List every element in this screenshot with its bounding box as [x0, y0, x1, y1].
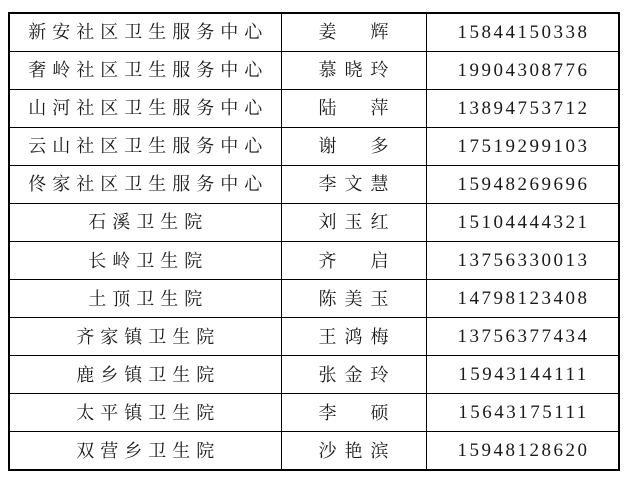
table-row	[9, 394, 619, 432]
table-row	[9, 51, 619, 89]
table-row	[9, 318, 619, 356]
org-cell: 太平镇卫生院	[9, 394, 281, 432]
org-cell: 土顶卫生院	[9, 280, 281, 318]
name-cell: 李 硕	[281, 394, 426, 432]
org-cell: 石溪卫生院	[9, 203, 281, 241]
org-cell: 双营乡卫生院	[9, 432, 281, 470]
org-cell: 鹿乡镇卫生院	[9, 356, 281, 394]
org-cell: 长岭卫生院	[9, 241, 281, 279]
name-cell: 李文慧	[281, 165, 426, 203]
phone-cell: 15948128620	[426, 432, 619, 470]
phone-cell: 15844150338	[426, 13, 619, 51]
phone-cell: 13894753712	[426, 89, 619, 127]
org-cell: 奢岭社区卫生服务中心	[9, 51, 281, 89]
name-cell: 沙艳滨	[281, 432, 426, 470]
name-cell: 刘玉红	[281, 203, 426, 241]
org-cell: 新安社区卫生服务中心	[9, 13, 281, 51]
table-row	[9, 356, 619, 394]
name-cell: 王鸿梅	[281, 318, 426, 356]
name-cell: 陈美玉	[281, 280, 426, 318]
name-cell: 姜 辉	[281, 13, 426, 51]
org-cell: 佟家社区卫生服务中心	[9, 165, 281, 203]
phone-cell: 19904308776	[426, 51, 619, 89]
name-cell: 慕晓玲	[281, 51, 426, 89]
table-row	[9, 89, 619, 127]
name-cell: 陆 萍	[281, 89, 426, 127]
org-cell: 云山社区卫生服务中心	[9, 127, 281, 165]
name-cell: 齐 启	[281, 241, 426, 279]
phone-cell: 15948269696	[426, 165, 619, 203]
table-row	[9, 165, 619, 203]
phone-cell: 14798123408	[426, 280, 619, 318]
name-cell: 张金玲	[281, 356, 426, 394]
table-row	[9, 432, 619, 470]
contact-table-body	[9, 13, 619, 470]
phone-cell: 17519299103	[426, 127, 619, 165]
table-row	[9, 13, 619, 51]
phone-cell: 15643175111	[426, 394, 619, 432]
phone-cell: 15943144111	[426, 356, 619, 394]
phone-cell: 13756330013	[426, 241, 619, 279]
contact-table	[8, 12, 620, 471]
name-cell: 谢 多	[281, 127, 426, 165]
table-row	[9, 127, 619, 165]
table-row	[9, 203, 619, 241]
org-cell: 山河社区卫生服务中心	[9, 89, 281, 127]
phone-cell: 13756377434	[426, 318, 619, 356]
table-row	[9, 280, 619, 318]
org-cell: 齐家镇卫生院	[9, 318, 281, 356]
table-row	[9, 241, 619, 279]
phone-cell: 15104444321	[426, 203, 619, 241]
